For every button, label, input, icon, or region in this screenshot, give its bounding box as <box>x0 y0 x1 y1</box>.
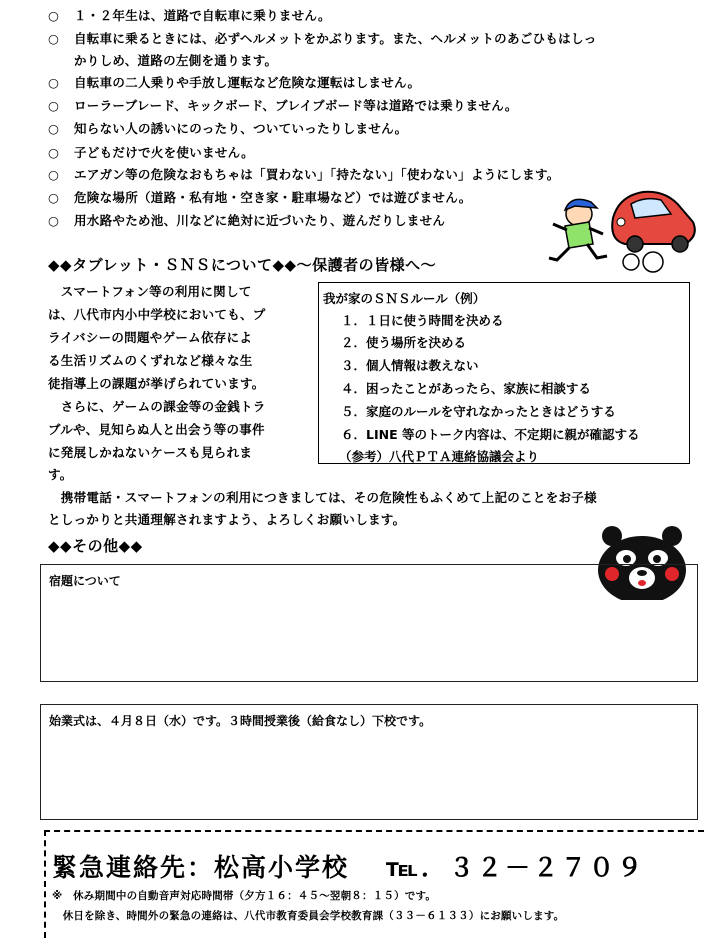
paragraph-line: す。 <box>48 467 73 482</box>
rule-item: ○ エアガン等の危険なおもちゃは「買わない」「持たない」「使わない」ようにします。 <box>48 167 560 182</box>
emergency-contact-box <box>44 830 704 938</box>
sns-rule-item: ６．LINE 等のトーク内容は、不定期に親が確認する <box>341 427 640 442</box>
closing-line: としっかりと共通理解されますよう、よろしくお願いします。 <box>48 512 406 527</box>
rule-item: ○ 用水路やため池、川などに絶対に近づいたり、遊んだりしません <box>48 213 446 228</box>
closing-line: 携帯電話・スマートフォンの利用につきましては、その危険性もふくめて上記のことをお子様 <box>48 490 597 505</box>
paragraph-line: に発展しかねないケースも見られま <box>48 445 253 460</box>
sns-box-title: 我が家のＳＮＳルール（例） <box>323 291 486 306</box>
paragraph-line: ブルや、見知らぬ人と出会う等の事件 <box>48 422 265 437</box>
child-and-car-illustration <box>535 178 705 278</box>
rule-item: ○ １・２年生は、道路で自転車に乗りません。 <box>48 8 331 23</box>
homework-box <box>40 564 698 682</box>
sns-rule-item: ５．家庭のルールを守れなかったときはどうする <box>341 404 616 419</box>
homework-title: 宿題について <box>49 574 121 588</box>
car-icon <box>612 192 695 252</box>
rule-item: ○ 自転車の二人乗りや手放し運転など危険な運転はしません。 <box>48 75 421 90</box>
sns-rule-item: １．１日に使う時間を決める <box>341 313 504 328</box>
paragraph-line: は、八代市内小中学校においても、プ <box>48 307 266 322</box>
ball-icon <box>623 254 639 270</box>
soccer-ball-icon <box>643 252 663 272</box>
sns-rule-item: ３．個人情報は教えない <box>341 358 479 373</box>
other-section-heading: ◆◆その他◆◆ <box>48 537 143 555</box>
emergency-note: 休日を除き、時間外の緊急の連絡は、八代市教育委員会学校教育課（３３－６１３３）にお願いします。 <box>52 910 565 922</box>
emergency-phone: ℡．３２－２７０９ <box>386 853 646 882</box>
paragraph-line: 徒指導上の課題が挙げられています。 <box>48 376 265 391</box>
rule-item: ○ ローラーブレード、キックボード、ブレイブボード等は道路では乗りません。 <box>48 98 518 113</box>
ceremony-box <box>40 704 698 820</box>
paragraph-line: ライバシーの問題やゲーム依存によ <box>48 330 253 345</box>
emergency-note: ※ 休み期間中の自動音声対応時間帯（夕方１６：４５～翌朝８：１５）です。 <box>52 890 437 902</box>
sns-box-reference: （参考）八代ＰＴＡ連絡協議会より <box>339 449 540 464</box>
rule-item-continued: かりしめ、道路の左側を通ります。 <box>74 53 278 68</box>
rule-item: ○ 自転車に乗るときには、必ずヘルメットをかぶります。また、ヘルメットのあごひもはしっ <box>48 31 597 46</box>
running-child-icon <box>549 199 607 260</box>
paragraph-line: さらに、ゲームの課金等の金銭トラ <box>48 399 266 414</box>
paragraph-line: る生活リズムのくずれなど様々な生 <box>48 353 253 368</box>
paragraph-line: スマートフォン等の利用に関して <box>48 284 252 299</box>
sns-rule-item: ２．使う場所を決める <box>341 335 467 350</box>
rule-item: ○ 危険な場所（道路・私有地・空き家・駐車場など）では遊びません。 <box>48 190 472 205</box>
rule-item: ○ 知らない人の誘いにのったり、ついていったりしません。 <box>48 121 408 136</box>
ceremony-text: 始業式は、４月８日（水）です。３時間授業後（給食なし）下校です。 <box>49 714 432 728</box>
rule-item: ○ 子どもだけで火を使いません。 <box>48 145 254 160</box>
emergency-label: 緊急連絡先：松高小学校 <box>52 853 350 882</box>
sns-rule-item: ４．困ったことがあったら、家族に相談する <box>341 381 591 396</box>
family-sns-rules-box <box>318 282 690 464</box>
sns-section-heading: ◆◆タブレット・ＳＮＳについて◆◆～保護者の皆様へ～ <box>48 256 437 274</box>
